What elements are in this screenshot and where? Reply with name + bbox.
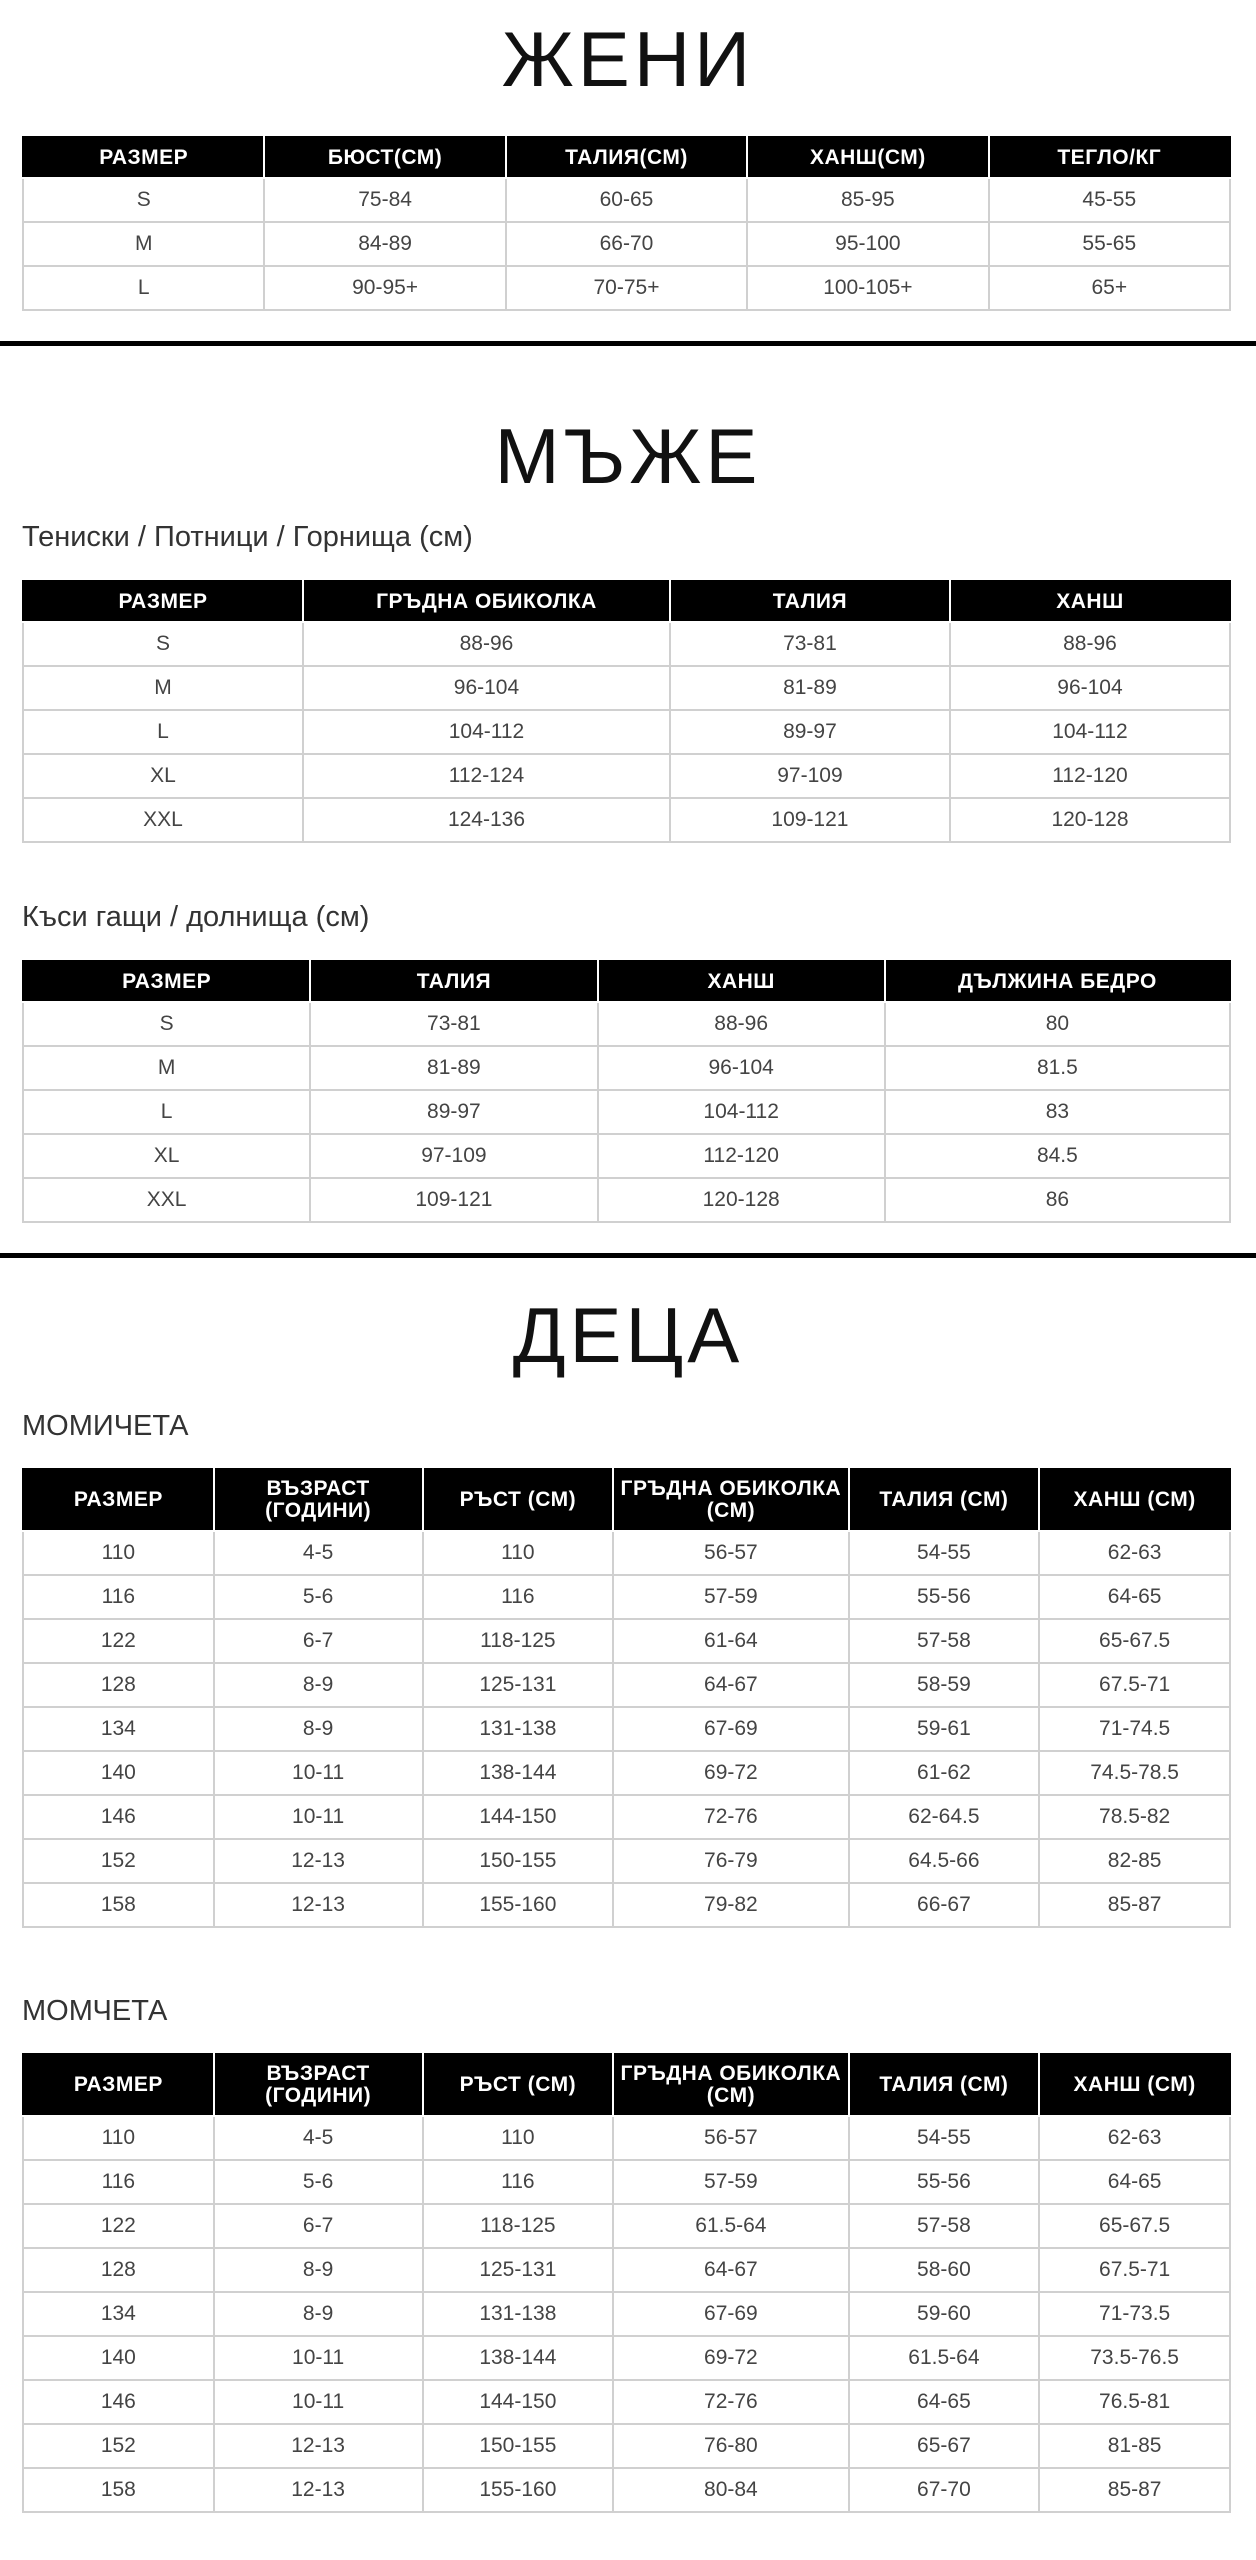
column-header: РАЗМЕР	[23, 581, 303, 622]
table-cell: 55-56	[849, 2160, 1040, 2204]
table-row	[23, 1134, 1230, 1178]
table-cell: 4-5	[214, 2116, 423, 2160]
table-cell: 5-6	[214, 1575, 423, 1619]
table-row	[23, 2424, 1230, 2468]
table-cell: 120-128	[950, 798, 1230, 842]
column-header: ТАЛИЯ(СМ)	[506, 137, 747, 178]
table-row	[23, 1002, 1230, 1046]
table-cell: 144-150	[423, 1795, 614, 1839]
girls-subtitle: МОМИЧЕТА	[22, 1410, 189, 1442]
table-cell: 67-69	[613, 1707, 848, 1751]
table-row	[23, 1090, 1230, 1134]
table-cell: 60-65	[506, 178, 747, 222]
table-cell: 65+	[989, 266, 1230, 310]
kids-title: ДЕЦА	[512, 1291, 744, 1379]
table-cell: 61-62	[849, 1751, 1040, 1795]
table-cell: 62-63	[1039, 1531, 1230, 1575]
table-cell: 104-112	[303, 710, 670, 754]
table-cell: 152	[23, 2424, 214, 2468]
table-cell: 12-13	[214, 2424, 423, 2468]
table-cell: 5-6	[214, 2160, 423, 2204]
table-cell: 81-85	[1039, 2424, 1230, 2468]
column-header: РАЗМЕР	[23, 961, 310, 1002]
table-cell: 83	[885, 1090, 1230, 1134]
table-cell: 62-63	[1039, 2116, 1230, 2160]
table-row	[23, 2380, 1230, 2424]
table-cell: 61-64	[613, 1619, 848, 1663]
table-cell: 112-120	[950, 754, 1230, 798]
table-cell: 131-138	[423, 2292, 614, 2336]
column-header: ТАЛИЯ (СМ)	[849, 1469, 1040, 1531]
table-cell: 85-87	[1039, 1883, 1230, 1927]
table-cell: 128	[23, 1663, 214, 1707]
table-cell: 88-96	[598, 1002, 885, 1046]
column-header: ХАНШ	[598, 961, 885, 1002]
column-header: ХАНШ(СМ)	[747, 137, 988, 178]
table-cell: 58-60	[849, 2248, 1040, 2292]
table-cell: S	[23, 178, 264, 222]
table-cell: M	[23, 666, 303, 710]
table-cell: 55-65	[989, 222, 1230, 266]
table-cell: 96-104	[950, 666, 1230, 710]
table-cell: 72-76	[613, 1795, 848, 1839]
table-cell: 134	[23, 2292, 214, 2336]
table-cell: 54-55	[849, 1531, 1040, 1575]
table-cell: 56-57	[613, 2116, 848, 2160]
table-cell: 64.5-66	[849, 1839, 1040, 1883]
table-cell: 12-13	[214, 1839, 423, 1883]
column-header: ХАНШ	[950, 581, 1230, 622]
table-cell: 110	[423, 1531, 614, 1575]
table-cell: 10-11	[214, 1751, 423, 1795]
table-cell: 71-73.5	[1039, 2292, 1230, 2336]
table-cell: 104-112	[598, 1090, 885, 1134]
table-cell: 109-121	[310, 1178, 597, 1222]
table-cell: 152	[23, 1839, 214, 1883]
table-cell: 110	[23, 2116, 214, 2160]
table-row	[23, 1795, 1230, 1839]
table-cell: 124-136	[303, 798, 670, 842]
column-header: РЪСТ (СМ)	[423, 2054, 614, 2116]
table-row	[23, 266, 1230, 310]
table-cell: M	[23, 222, 264, 266]
table-cell: 64-65	[1039, 2160, 1230, 2204]
table-cell: 81-89	[670, 666, 950, 710]
table-row	[23, 666, 1230, 710]
men-tops-subtitle: Тениски / Потници / Горнища (см)	[22, 521, 473, 553]
table-cell: 76-80	[613, 2424, 848, 2468]
table-cell: 55-56	[849, 1575, 1040, 1619]
table-cell: 65-67	[849, 2424, 1040, 2468]
table-cell: 72-76	[613, 2380, 848, 2424]
table-cell: 158	[23, 1883, 214, 1927]
table-cell: 88-96	[950, 622, 1230, 666]
table-cell: 66-70	[506, 222, 747, 266]
table-cell: 64-67	[613, 1663, 848, 1707]
table-cell: S	[23, 1002, 310, 1046]
table-row	[23, 1883, 1230, 1927]
table-cell: 104-112	[950, 710, 1230, 754]
table-cell: 64-65	[849, 2380, 1040, 2424]
women-size-table	[22, 136, 1231, 311]
boys-size-table	[22, 2053, 1231, 2513]
table-cell: 12-13	[214, 2468, 423, 2512]
table-cell: 84.5	[885, 1134, 1230, 1178]
table-cell: 100-105+	[747, 266, 988, 310]
table-cell: 8-9	[214, 1707, 423, 1751]
table-cell: 86	[885, 1178, 1230, 1222]
table-row	[23, 178, 1230, 222]
table-cell: 12-13	[214, 1883, 423, 1927]
table-cell: 89-97	[310, 1090, 597, 1134]
men-title: МЪЖЕ	[494, 412, 762, 500]
table-row	[23, 710, 1230, 754]
table-cell: 88-96	[303, 622, 670, 666]
table-row	[23, 1046, 1230, 1090]
table-row	[23, 1531, 1230, 1575]
table-cell: 57-59	[613, 2160, 848, 2204]
table-cell: 80	[885, 1002, 1230, 1046]
table-cell: 118-125	[423, 1619, 614, 1663]
column-header: ВЪЗРАСТ (ГОДИНИ)	[214, 1469, 423, 1531]
table-cell: 150-155	[423, 2424, 614, 2468]
table-row	[23, 2336, 1230, 2380]
table-cell: 59-60	[849, 2292, 1040, 2336]
table-cell: 69-72	[613, 1751, 848, 1795]
table-cell: 97-109	[310, 1134, 597, 1178]
table-cell: 59-61	[849, 1707, 1040, 1751]
column-header: ТАЛИЯ	[670, 581, 950, 622]
table-cell: 146	[23, 1795, 214, 1839]
table-row	[23, 798, 1230, 842]
table-cell: 155-160	[423, 2468, 614, 2512]
table-cell: 112-124	[303, 754, 670, 798]
table-cell: XL	[23, 1134, 310, 1178]
table-cell: L	[23, 266, 264, 310]
table-cell: 85-87	[1039, 2468, 1230, 2512]
table-cell: 116	[423, 1575, 614, 1619]
table-cell: 73-81	[670, 622, 950, 666]
table-cell: 8-9	[214, 1663, 423, 1707]
table-cell: 140	[23, 2336, 214, 2380]
boys-subtitle: МОМЧЕТА	[22, 1995, 168, 2027]
table-row	[23, 1839, 1230, 1883]
table-cell: 76-79	[613, 1839, 848, 1883]
column-header: ВЪЗРАСТ (ГОДИНИ)	[214, 2054, 423, 2116]
table-cell: 58-59	[849, 1663, 1040, 1707]
table-row	[23, 2116, 1230, 2160]
table-cell: 61.5-64	[613, 2204, 848, 2248]
table-row	[23, 1663, 1230, 1707]
table-cell: 67-69	[613, 2292, 848, 2336]
column-header: ХАНШ (СМ)	[1039, 2054, 1230, 2116]
table-cell: 8-9	[214, 2248, 423, 2292]
table-cell: 150-155	[423, 1839, 614, 1883]
table-cell: 109-121	[670, 798, 950, 842]
table-cell: XXL	[23, 798, 303, 842]
column-header: ТАЛИЯ (СМ)	[849, 2054, 1040, 2116]
table-cell: 140	[23, 1751, 214, 1795]
table-row	[23, 2160, 1230, 2204]
table-cell: 110	[423, 2116, 614, 2160]
table-row	[23, 1707, 1230, 1751]
table-cell: 155-160	[423, 1883, 614, 1927]
column-header: ДЪЛЖИНА БЕДРО	[885, 961, 1230, 1002]
table-cell: 4-5	[214, 1531, 423, 1575]
table-cell: 65-67.5	[1039, 2204, 1230, 2248]
table-cell: 97-109	[670, 754, 950, 798]
table-cell: 95-100	[747, 222, 988, 266]
table-row	[23, 222, 1230, 266]
table-cell: 45-55	[989, 178, 1230, 222]
table-cell: 116	[423, 2160, 614, 2204]
column-header: РАЗМЕР	[23, 137, 264, 178]
table-cell: 69-72	[613, 2336, 848, 2380]
column-header: РАЗМЕР	[23, 1469, 214, 1531]
table-cell: 67.5-71	[1039, 1663, 1230, 1707]
table-cell: 84-89	[264, 222, 505, 266]
table-row	[23, 2248, 1230, 2292]
table-cell: M	[23, 1046, 310, 1090]
table-cell: 73.5-76.5	[1039, 2336, 1230, 2380]
table-row	[23, 1178, 1230, 1222]
table-cell: 144-150	[423, 2380, 614, 2424]
column-header: ГРЪДНА ОБИКОЛКА (СМ)	[613, 1469, 848, 1531]
table-cell: 125-131	[423, 1663, 614, 1707]
table-row	[23, 1619, 1230, 1663]
table-cell: 118-125	[423, 2204, 614, 2248]
table-cell: 64-65	[1039, 1575, 1230, 1619]
men-bottoms-subtitle: Къси гащи / долнища (см)	[22, 901, 370, 933]
table-cell: 116	[23, 1575, 214, 1619]
table-cell: 10-11	[214, 2380, 423, 2424]
table-row	[23, 2468, 1230, 2512]
table-cell: 66-67	[849, 1883, 1040, 1927]
table-cell: 146	[23, 2380, 214, 2424]
table-cell: 61.5-64	[849, 2336, 1040, 2380]
table-cell: 128	[23, 2248, 214, 2292]
table-cell: 57-58	[849, 2204, 1040, 2248]
table-cell: 67.5-71	[1039, 2248, 1230, 2292]
table-row	[23, 1751, 1230, 1795]
section-divider	[0, 1253, 1256, 1258]
table-cell: 78.5-82	[1039, 1795, 1230, 1839]
table-cell: 125-131	[423, 2248, 614, 2292]
table-cell: 65-67.5	[1039, 1619, 1230, 1663]
table-cell: L	[23, 1090, 310, 1134]
column-header: ГРЪДНА ОБИКОЛКА (СМ)	[613, 2054, 848, 2116]
column-header: ТАЛИЯ	[310, 961, 597, 1002]
table-cell: 79-82	[613, 1883, 848, 1927]
table-cell: 6-7	[214, 1619, 423, 1663]
table-cell: 138-144	[423, 2336, 614, 2380]
table-cell: 89-97	[670, 710, 950, 754]
table-cell: 57-59	[613, 1575, 848, 1619]
table-cell: XL	[23, 754, 303, 798]
column-header: ГРЪДНА ОБИКОЛКА	[303, 581, 670, 622]
table-cell: 82-85	[1039, 1839, 1230, 1883]
table-cell: 10-11	[214, 2336, 423, 2380]
women-title: ЖЕНИ	[501, 15, 755, 103]
table-cell: 57-58	[849, 1619, 1040, 1663]
table-cell: 62-64.5	[849, 1795, 1040, 1839]
table-cell: 71-74.5	[1039, 1707, 1230, 1751]
table-cell: 122	[23, 1619, 214, 1663]
column-header: РЪСТ (СМ)	[423, 1469, 614, 1531]
table-cell: 56-57	[613, 1531, 848, 1575]
table-row	[23, 2204, 1230, 2248]
men-bottoms-table	[22, 960, 1231, 1223]
table-row	[23, 1575, 1230, 1619]
column-header: ТЕГЛО/КГ	[989, 137, 1230, 178]
section-divider	[0, 341, 1256, 346]
table-cell: 6-7	[214, 2204, 423, 2248]
table-cell: 116	[23, 2160, 214, 2204]
table-cell: 112-120	[598, 1134, 885, 1178]
table-cell: 81-89	[310, 1046, 597, 1090]
table-row	[23, 2292, 1230, 2336]
table-cell: 70-75+	[506, 266, 747, 310]
table-cell: 8-9	[214, 2292, 423, 2336]
table-cell: 54-55	[849, 2116, 1040, 2160]
table-cell: 131-138	[423, 1707, 614, 1751]
table-cell: 67-70	[849, 2468, 1040, 2512]
table-cell: XXL	[23, 1178, 310, 1222]
column-header: ХАНШ (СМ)	[1039, 1469, 1230, 1531]
table-cell: 74.5-78.5	[1039, 1751, 1230, 1795]
table-cell: 110	[23, 1531, 214, 1575]
column-header: БЮСТ(СМ)	[264, 137, 505, 178]
table-cell: 158	[23, 2468, 214, 2512]
table-cell: 90-95+	[264, 266, 505, 310]
table-cell: 80-84	[613, 2468, 848, 2512]
table-cell: S	[23, 622, 303, 666]
table-cell: 134	[23, 1707, 214, 1751]
table-cell: 96-104	[598, 1046, 885, 1090]
girls-size-table	[22, 1468, 1231, 1928]
table-row	[23, 622, 1230, 666]
table-cell: 81.5	[885, 1046, 1230, 1090]
table-cell: 73-81	[310, 1002, 597, 1046]
table-cell: 10-11	[214, 1795, 423, 1839]
table-cell: 76.5-81	[1039, 2380, 1230, 2424]
men-tops-table	[22, 580, 1231, 843]
table-cell: 85-95	[747, 178, 988, 222]
table-cell: L	[23, 710, 303, 754]
table-cell: 64-67	[613, 2248, 848, 2292]
table-cell: 138-144	[423, 1751, 614, 1795]
table-cell: 120-128	[598, 1178, 885, 1222]
column-header: РАЗМЕР	[23, 2054, 214, 2116]
table-cell: 96-104	[303, 666, 670, 710]
table-cell: 122	[23, 2204, 214, 2248]
table-cell: 75-84	[264, 178, 505, 222]
table-row	[23, 754, 1230, 798]
